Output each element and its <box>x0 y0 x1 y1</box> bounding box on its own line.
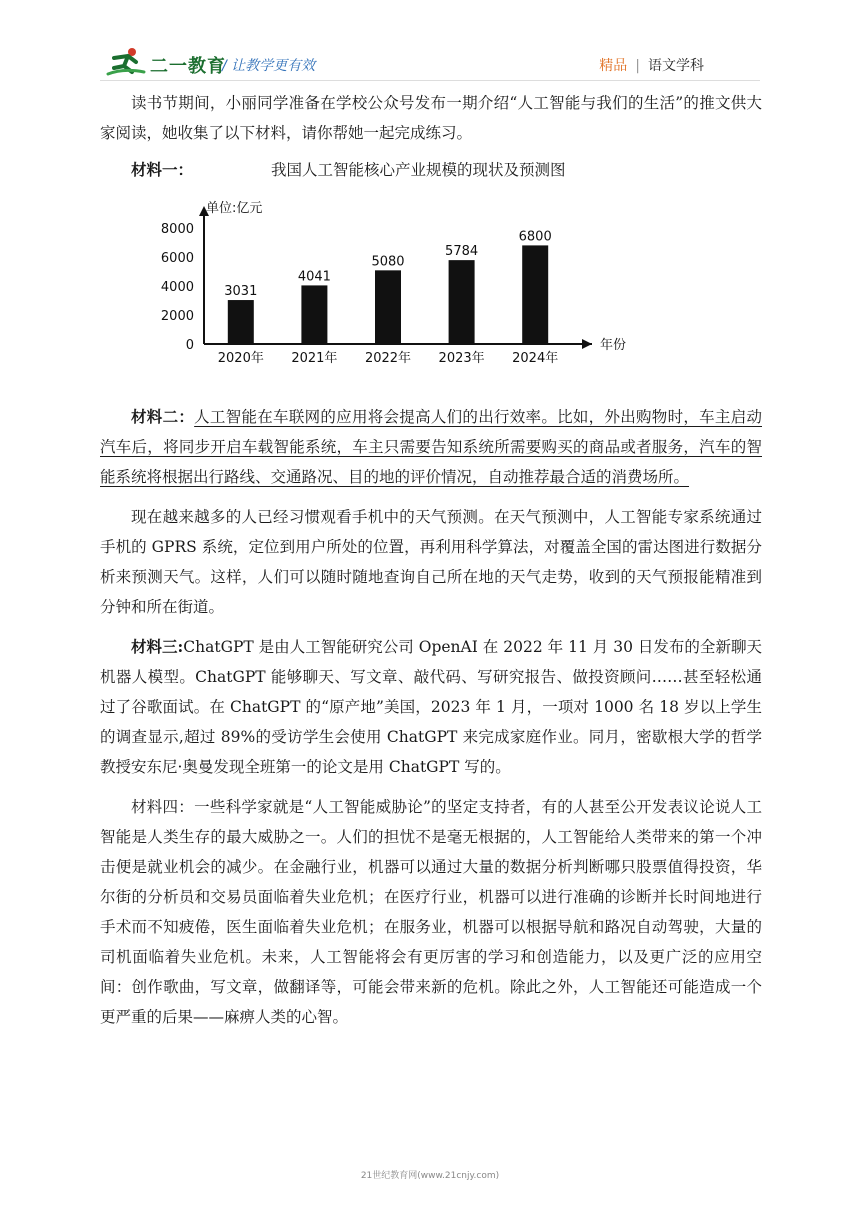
bar-chart <box>152 196 627 396</box>
data-label: 5784 <box>445 244 479 260</box>
bar-2021年 <box>301 285 327 344</box>
header-separator: | <box>635 58 640 74</box>
material1-title: 我国人工智能核心产业规模的现状及预测图 <box>271 161 566 179</box>
page-header <box>0 0 860 90</box>
spacer <box>100 492 762 502</box>
x-tick-label: 2024年 <box>512 351 559 366</box>
y-tick-label: 2000 <box>160 309 194 324</box>
spacer <box>100 782 762 792</box>
material1-label: 材料一： <box>131 160 194 179</box>
material2-underlined-text: 人工智能在车联网的应用将会提高人们的出行效率。比如，外出购物时，车主启动汽车后，将同步开启车载智能系统，车主只需要告知系统所需要购买的商品或者服务，汽车的智能系统将根据出行路线、交通路况、目的地的评价情况，自动推荐最合适的消费场所。 <box>100 408 762 486</box>
y-tick-label: 8000 <box>160 222 194 237</box>
weather-paragraph: 现在越来越多的人已经习惯观看手机中的天气预测。在天气预测中，人工智能专家系统通过手机的 GPRS 系统，定位到用户所处的位置，再利用科学算法，对覆盖全国的雷达图进行数据分析来预测天气。这样，人们可以随时随地查询自己所在地的天气走势，收到的天气预报能精准到分钟和所在街道。 <box>100 508 762 616</box>
x-axis-label: 年份 <box>600 338 627 353</box>
spacer <box>100 622 762 632</box>
slogan: / 让教学更有效 <box>222 58 316 74</box>
y-tick-label: 4000 <box>160 280 194 295</box>
material3-paragraph <box>100 632 762 782</box>
x-tick-label: 2023年 <box>438 351 485 366</box>
y-tick-label: 6000 <box>160 251 194 266</box>
y-tick-label: 0 <box>185 338 194 353</box>
material2-paragraph <box>100 402 762 492</box>
document-body <box>100 88 762 1032</box>
data-label: 5080 <box>371 254 405 270</box>
data-label: 3031 <box>224 284 258 300</box>
material3-text: ChatGPT 是由人工智能研究公司 OpenAI 在 2022 年 11 月 30 日发布的全新聊天机器人模型。ChatGPT 能够聊天、写文章、敲代码、写研究报告、做投资顾问……甚至轻松通过了谷歌面试。在 ChatGPT 的“原产地”美国，2023 年 1 月，一项对 1000 名 18 岁以上学生的调查显示,超过 89%的受访学生会使用 ChatGPT 来完成家庭作业。同月，密歇根大学的哲学教授安东尼·奥曼发现全班第一的论文是用 ChatGPT 写的。 <box>100 638 762 776</box>
material2-label: 材料二： <box>131 407 195 426</box>
x-tick-label: 2021年 <box>291 351 338 366</box>
page-footer: 21世纪教育网(www.21cnjy.com) <box>360 1171 500 1181</box>
header-divider <box>100 80 760 81</box>
x-axis-arrow <box>582 339 592 349</box>
material1-heading <box>100 154 762 186</box>
bar-2020年 <box>228 300 254 344</box>
subject-tag: 语文学科 <box>648 58 704 74</box>
bar-2022年 <box>375 270 401 344</box>
material4-paragraph: 材料四：一些科学家就是“人工智能威胁论”的坚定支持者，有的人甚至公开发表议论说人工智能是人类生存的最大威胁之一。人们的担忧不是毫无根据的，人工智能给人类带来的第一个冲击便是就业机会的减少。在金融行业，机器可以通过大量的数据分析判断哪只股票值得投资，华尔街的分析员和交易员面临着失业危机；在医疗行业，机器可以进行准确的诊断并长时间地进行手术而不知疲倦，医生面临着失业危机；在服务业，机器可以根据导航和路况自动驾驶，大量的司机面临着失业危机。未来，人工智能将会有更厉害的学习和创造能力，以及更广泛的应用空间：创作歌曲，写文章，做翻译等，可能会带来新的危机。除此之外，人工智能还可能造成一个更严重的后果——麻痹人类的心智。 <box>100 798 762 1026</box>
data-label: 4041 <box>297 269 331 285</box>
header-tags <box>599 55 704 75</box>
runner-logo-icon <box>106 46 146 78</box>
material3-label: 材料三: <box>131 637 184 656</box>
intro-paragraph: 读书节期间，小丽同学准备在学校公众号发布一期介绍“人工智能与我们的生活”的推文供大家阅读，她收集了以下材料，请你帮她一起完成练习。 <box>100 94 762 142</box>
brand-name: 二一教育 <box>150 56 226 77</box>
chart-svg <box>152 196 627 396</box>
quality-tag: 精品 <box>599 58 628 74</box>
x-tick-label: 2022年 <box>364 351 412 366</box>
bar-2023年 <box>449 260 475 344</box>
x-tick-label: 2020年 <box>217 351 264 366</box>
data-label: 6800 <box>518 229 552 245</box>
y-axis-unit-label: 单位:亿元 <box>206 201 263 216</box>
bar-2024年 <box>522 245 548 344</box>
